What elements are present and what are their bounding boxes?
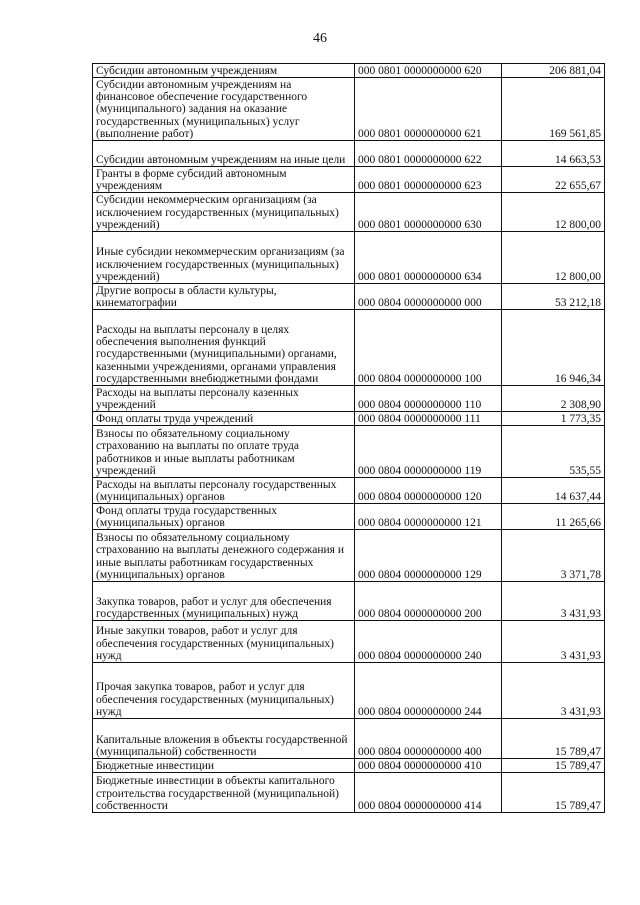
table-row (93, 426, 605, 478)
row-amount: 3 431,93 (502, 621, 605, 663)
row-name: Иные субсидии некоммерческим организациям (за исключением государственных (муниципальных) учреждений) (93, 232, 355, 284)
table-row (93, 141, 605, 167)
row-amount: 2 308,90 (502, 386, 605, 412)
row-amount: 3 371,78 (502, 530, 605, 582)
row-amount: 14 663,53 (502, 141, 605, 167)
page-number: 46 (313, 31, 327, 46)
table-row (93, 719, 605, 759)
table-row (93, 530, 605, 582)
row-code: 000 0804 0000000000 100 (355, 310, 502, 386)
row-name: Субсидии автономным учреждениям (93, 64, 355, 78)
row-code: 000 0801 0000000000 634 (355, 232, 502, 284)
row-amount: 3 431,93 (502, 582, 605, 621)
row-amount: 3 431,93 (502, 663, 605, 719)
row-name: Бюджетные инвестиции (93, 759, 355, 773)
row-name: Расходы на выплаты персоналу государственных (муниципальных) органов (93, 478, 355, 504)
row-amount: 15 789,47 (502, 719, 605, 759)
row-code: 000 0804 0000000000 244 (355, 663, 502, 719)
row-name: Гранты в форме субсидий автономным учреждениям (93, 167, 355, 193)
row-code: 000 0804 0000000000 000 (355, 284, 502, 310)
row-name: Другие вопросы в области культуры, кинематографии (93, 284, 355, 310)
row-name: Фонд оплаты труда государственных (муниципальных) органов (93, 504, 355, 530)
row-code: 000 0804 0000000000 111 (355, 412, 502, 426)
table-row (93, 193, 605, 232)
row-code: 000 0801 0000000000 630 (355, 193, 502, 232)
table-row (93, 504, 605, 530)
row-amount: 15 789,47 (502, 759, 605, 773)
table-row (93, 478, 605, 504)
table-row (93, 412, 605, 426)
row-name: Бюджетные инвестиции в объекты капитального строительства государственной (муниципальной) собственности (93, 773, 355, 813)
row-code: 000 0804 0000000000 119 (355, 426, 502, 478)
row-code: 000 0804 0000000000 110 (355, 386, 502, 412)
table-row (93, 773, 605, 813)
row-amount: 12 800,00 (502, 232, 605, 284)
row-code: 000 0804 0000000000 200 (355, 582, 502, 621)
row-name: Закупка товаров, работ и услуг для обеспечения государственных (муниципальных) нужд (93, 582, 355, 621)
row-code: 000 0804 0000000000 240 (355, 621, 502, 663)
row-amount: 206 881,04 (502, 64, 605, 78)
table-row (93, 582, 605, 621)
row-name: Расходы на выплаты персоналу казенных учреждений (93, 386, 355, 412)
row-name: Прочая закупка товаров, работ и услуг для обеспечения государственных (муниципальных) нужд (93, 663, 355, 719)
row-name: Субсидии автономным учреждениям на иные цели (93, 141, 355, 167)
row-code: 000 0801 0000000000 621 (355, 78, 502, 141)
budget-table (92, 63, 605, 813)
row-code: 000 0804 0000000000 120 (355, 478, 502, 504)
row-name: Субсидии некоммерческим организациям (за исключением государственных (муниципальных) учреждений) (93, 193, 355, 232)
row-amount: 14 637,44 (502, 478, 605, 504)
budget-table-body (93, 64, 605, 813)
row-name: Иные закупки товаров, работ и услуг для обеспечения государственных (муниципальных) нужд (93, 621, 355, 663)
row-amount: 22 655,67 (502, 167, 605, 193)
row-code: 000 0801 0000000000 620 (355, 64, 502, 78)
table-row (93, 386, 605, 412)
row-code: 000 0801 0000000000 622 (355, 141, 502, 167)
row-name: Расходы на выплаты персоналу в целях обеспечения выполнения функций государственными (муниципальными) органами, казенными учреждениями, органами управления государственными внебюджетными фондами (93, 310, 355, 386)
row-code: 000 0804 0000000000 410 (355, 759, 502, 773)
table-row (93, 759, 605, 773)
row-amount: 1 773,35 (502, 412, 605, 426)
table-row (93, 167, 605, 193)
row-code: 000 0801 0000000000 623 (355, 167, 502, 193)
table-row (93, 78, 605, 141)
row-amount: 15 789,47 (502, 773, 605, 813)
row-name: Взносы по обязательному социальному страхованию на выплаты денежного содержания и иные выплаты работникам государственных (муниципальных) органов (93, 530, 355, 582)
table-row (93, 310, 605, 386)
row-code: 000 0804 0000000000 129 (355, 530, 502, 582)
row-amount: 169 561,85 (502, 78, 605, 141)
row-code: 000 0804 0000000000 400 (355, 719, 502, 759)
row-amount: 535,55 (502, 426, 605, 478)
row-amount: 53 212,18 (502, 284, 605, 310)
table-row (93, 621, 605, 663)
row-amount: 11 265,66 (502, 504, 605, 530)
row-name: Взносы по обязательному социальному страхованию на выплаты по оплате труда работников и иные выплаты работникам учреждений (93, 426, 355, 478)
row-name: Капитальные вложения в объекты государственной (муниципальной) собственности (93, 719, 355, 759)
table-row (93, 284, 605, 310)
row-code: 000 0804 0000000000 414 (355, 773, 502, 813)
table-row (93, 64, 605, 78)
table-row (93, 232, 605, 284)
row-amount: 16 946,34 (502, 310, 605, 386)
row-code: 000 0804 0000000000 121 (355, 504, 502, 530)
row-name: Субсидии автономным учреждениям на финансовое обеспечение государственного (муниципального) задания на оказание государственных (муниципальных) услуг (выполнение работ) (93, 78, 355, 141)
row-amount: 12 800,00 (502, 193, 605, 232)
row-name: Фонд оплаты труда учреждений (93, 412, 355, 426)
table-row (93, 663, 605, 719)
